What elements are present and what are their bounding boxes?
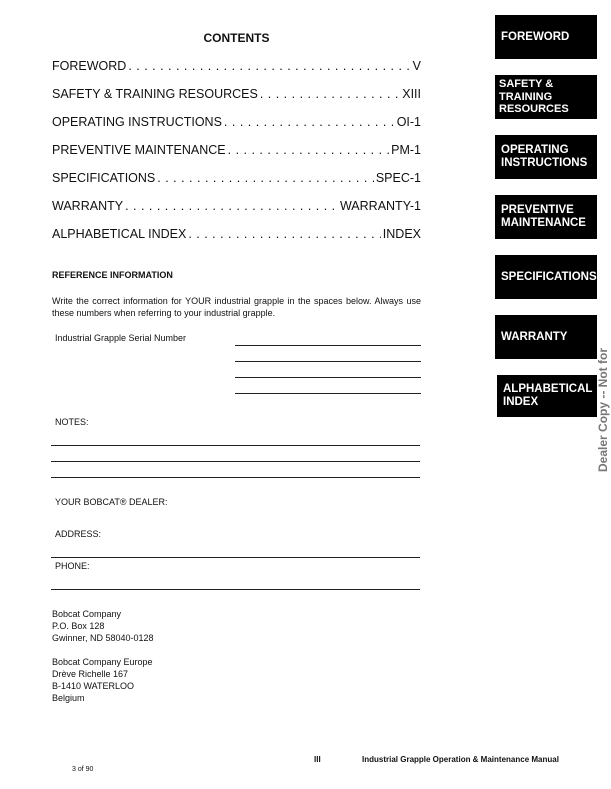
address-line-text: P.O. Box 128 bbox=[52, 621, 105, 631]
toc-leader-dots bbox=[260, 87, 400, 101]
toc-entry-label: SPECIFICATIONS bbox=[52, 171, 156, 185]
address-line-text: Bobcat Company bbox=[52, 609, 122, 619]
tab-specifications[interactable] bbox=[495, 255, 597, 299]
toc-entry-label: SAFETY & TRAINING RESOURCES bbox=[52, 87, 258, 101]
toc-entry-maintenance[interactable] bbox=[52, 143, 421, 171]
tab-label: PREVENTIVE MAINTENANCE bbox=[501, 204, 586, 229]
tab-label: ALPHABETICAL INDEX bbox=[503, 383, 593, 408]
tab-alphabetical-index[interactable] bbox=[497, 375, 597, 417]
toc-leader-dots bbox=[228, 143, 389, 157]
reference-heading: REFERENCE INFORMATION bbox=[52, 270, 173, 280]
tab-label: SAFETY & TRAINING RESOURCES bbox=[499, 78, 569, 116]
tab-label: FOREWORD bbox=[501, 30, 570, 43]
address-line-text: Gwinner, ND 58040-0128 bbox=[52, 633, 154, 643]
notes-label: NOTES: bbox=[55, 417, 89, 427]
serial-number-line bbox=[235, 393, 421, 394]
toc-entry-page: V bbox=[412, 59, 421, 73]
notes-line bbox=[51, 477, 420, 478]
serial-number-line bbox=[235, 377, 421, 378]
toc-leader-dots bbox=[157, 171, 374, 185]
toc-leader-dots bbox=[224, 115, 395, 129]
dealer-copy-watermark: Dealer Copy -- Not for bbox=[596, 347, 610, 472]
tab-safety-training-resources[interactable] bbox=[495, 75, 597, 119]
address-line bbox=[51, 557, 420, 558]
phone-label: PHONE: bbox=[55, 561, 90, 571]
tab-foreword[interactable] bbox=[495, 15, 597, 59]
toc-entry-specifications[interactable] bbox=[52, 171, 421, 199]
address-line-text: Drève Richelle 167 bbox=[52, 669, 129, 679]
tab-label: OPERATING INSTRUCTIONS bbox=[501, 144, 588, 169]
tab-label: WARRANTY bbox=[501, 330, 568, 343]
toc-entry-page: WARRANTY-1 bbox=[339, 199, 421, 213]
toc-entry-page: OI-1 bbox=[396, 115, 421, 129]
bobcat-europe-address bbox=[52, 656, 153, 704]
toc-entry-page: PM-1 bbox=[391, 143, 421, 157]
toc-entry-label: FOREWORD bbox=[52, 59, 127, 73]
toc-leader-dots bbox=[125, 199, 338, 213]
toc-entry-label: PREVENTIVE MAINTENANCE bbox=[52, 143, 226, 157]
address-label: ADDRESS: bbox=[55, 529, 102, 539]
bobcat-company-address bbox=[52, 608, 154, 644]
toc-entry-label: OPERATING INSTRUCTIONS bbox=[52, 115, 222, 129]
notes-line bbox=[51, 461, 420, 462]
toc-entry-operating[interactable] bbox=[52, 115, 421, 143]
footer-page-count: 3 of 90 bbox=[72, 766, 94, 773]
tab-operating-instructions[interactable] bbox=[495, 135, 597, 179]
toc-entry-label: ALPHABETICAL INDEX bbox=[52, 227, 187, 241]
address-line-text: B-1410 WATERLOO bbox=[52, 681, 135, 691]
toc-leader-dots bbox=[188, 227, 380, 241]
toc-leader-dots bbox=[128, 59, 410, 73]
tab-preventive-maintenance[interactable] bbox=[495, 195, 597, 239]
toc-entry-page: XIII bbox=[402, 87, 421, 101]
toc-entry-label: WARRANTY bbox=[52, 199, 124, 213]
serial-number-label: Industrial Grapple Serial Number bbox=[55, 333, 187, 343]
tab-label: SPECIFICATIONS bbox=[501, 270, 597, 283]
phone-line bbox=[51, 589, 420, 590]
toc-entry-index[interactable] bbox=[52, 227, 421, 255]
toc-entry-safety[interactable] bbox=[52, 87, 421, 115]
reference-instructions: Write the correct information for YOUR industrial grapple in the spaces below. Always use these numbers when referring to your industrial grapple. bbox=[52, 296, 421, 318]
toc-entry-warranty[interactable] bbox=[52, 199, 421, 227]
footer-manual-title: Industrial Grapple Operation & Maintenance Manual bbox=[362, 755, 559, 764]
address-line-text: Bobcat Company Europe bbox=[52, 657, 153, 667]
tab-warranty[interactable] bbox=[495, 315, 597, 359]
dealer-label: YOUR BOBCAT® DEALER: bbox=[55, 497, 168, 507]
table-of-contents bbox=[52, 59, 421, 255]
address-line-text: Belgium bbox=[52, 693, 85, 703]
serial-number-line bbox=[235, 361, 421, 362]
contents-title: CONTENTS bbox=[203, 31, 270, 45]
notes-line bbox=[51, 445, 420, 446]
toc-entry-page: SPEC-1 bbox=[375, 171, 421, 185]
footer-page-number: III bbox=[314, 755, 321, 764]
toc-entry-foreword[interactable] bbox=[52, 59, 421, 87]
toc-entry-page: INDEX bbox=[382, 227, 421, 241]
serial-number-line bbox=[235, 345, 421, 346]
